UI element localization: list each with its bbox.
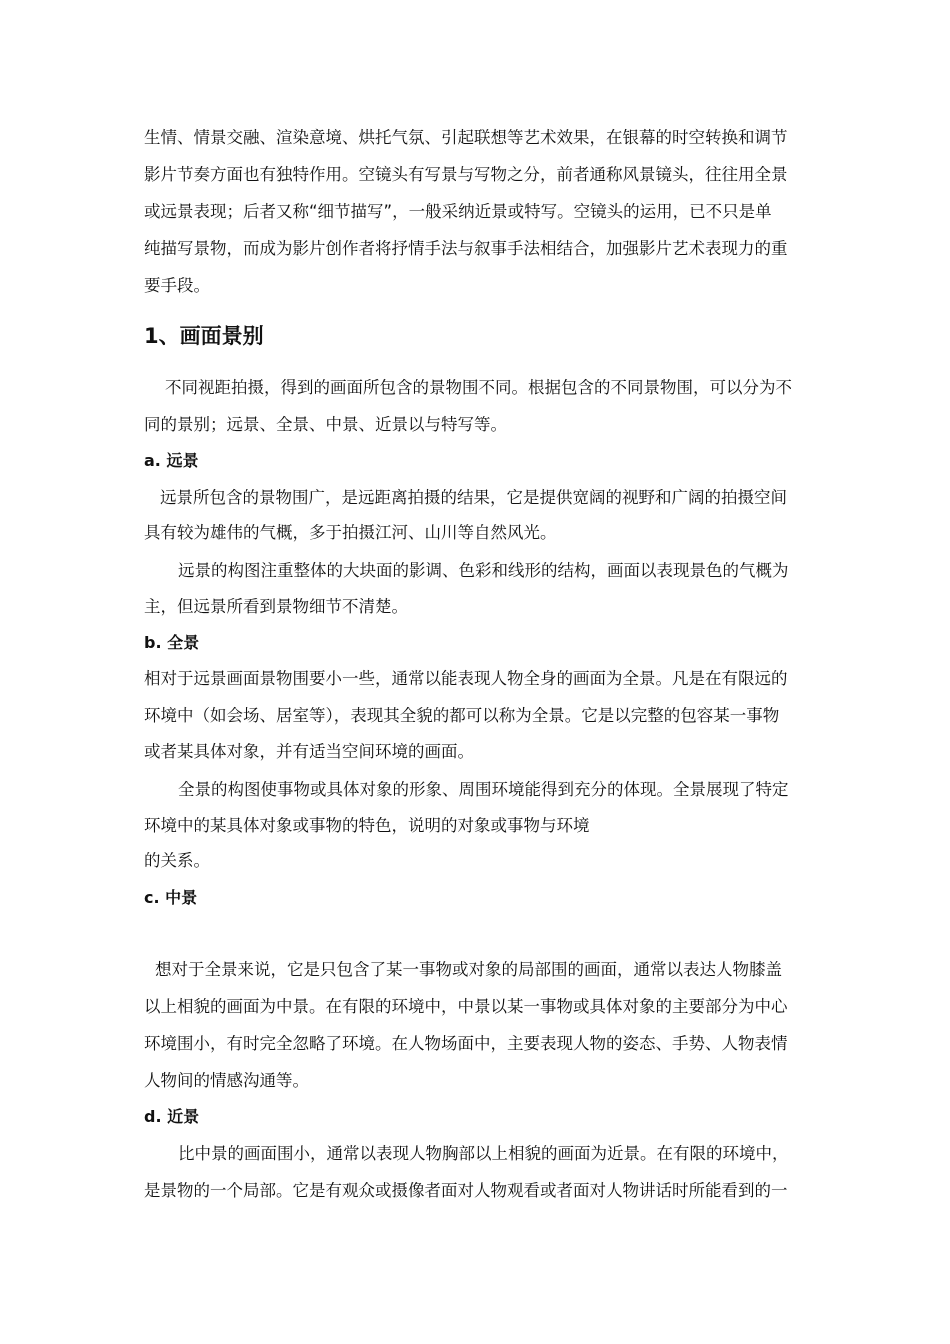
d-line-1: 比中景的画面围小，通常以表现人物胸部以上相貌的画面为近景。在有限的环境中， xyxy=(178,1144,789,1163)
b-line-5: 环境中的某具体对象或事物的特色，说明的对象或事物与环境 xyxy=(144,816,590,835)
a-line-3: 远景的构图注重整体的大块面的影调、色彩和线形的结构，画面以表现景色的气概为 xyxy=(178,561,789,580)
intro-line-4: 纯描写景物，而成为影片创作者将抒情手法与叙事手法相结合，加强影片艺术表现力的重 xyxy=(144,239,788,258)
section-intro-line-2: 同的景别；远景、全景、中景、近景以与特写等。 xyxy=(144,415,507,434)
section-intro-line-1: 不同视距拍摄，得到的画面所包含的景物围不同。根据包含的不同景物围，可以分为不 xyxy=(165,378,792,397)
subheading-b: b. 全景 xyxy=(144,633,200,652)
subheading-c: c. 中景 xyxy=(144,888,198,907)
intro-line-3: 或远景表现；后者又称“细节描写”，一般采纳近景或特写。空镜头的运用，已不只是单 xyxy=(144,202,772,221)
a-line-4: 主，但远景所看到景物细节不清楚。 xyxy=(144,597,408,616)
subheading-a: a. 远景 xyxy=(144,451,199,470)
b-line-4: 全景的构图使事物或具体对象的形象、周围环境能得到充分的体现。全景展现了特定 xyxy=(178,780,789,799)
a-line-1: 远景所包含的景物围广，是远距离拍摄的结果，它是提供宽阔的视野和广阔的拍摄空间 xyxy=(160,488,787,507)
c-line-1: 想对于全景来说，它是只包含了某一事物或对象的局部围的画面，通常以表达人物膝盖 xyxy=(155,960,782,979)
c-line-3: 环境围小，有时完全忽略了环境。在人物场面中，主要表现人物的姿态、手势、人物表情 xyxy=(144,1034,788,1053)
section-heading: 1、画面景别 xyxy=(144,324,264,348)
a-line-2: 具有较为雄伟的气概，多于拍摄江河、山川等自然风光。 xyxy=(144,523,557,542)
d-line-2: 是景物的一个局部。它是有观众或摄像者面对人物观看或者面对人物讲话时所能看到的一 xyxy=(144,1181,788,1200)
intro-line-2: 影片节奏方面也有独特作用。空镜头有写景与写物之分，前者通称风景镜头，往往用全景 xyxy=(144,165,788,184)
intro-line-1: 生情、情景交融、渲染意境、烘托气氛、引起联想等艺术效果，在银幕的时空转换和调节 xyxy=(144,128,788,147)
b-line-6: 的关系。 xyxy=(144,851,210,870)
b-line-2: 环境中（如会场、居室等），表现其全貌的都可以称为全景。它是以完整的包容某一事物 xyxy=(144,706,780,725)
intro-line-5: 要手段。 xyxy=(144,276,210,295)
b-line-3: 或者某具体对象，并有适当空间环境的画面。 xyxy=(144,742,474,761)
b-line-1: 相对于远景画面景物围要小一些，通常以能表现人物全身的画面为全景。凡是在有限远的 xyxy=(144,669,788,688)
subheading-d: d. 近景 xyxy=(144,1107,200,1126)
c-line-2: 以上相貌的画面为中景。在有限的环境中，中景以某一事物或具体对象的主要部分为中心 xyxy=(144,997,788,1016)
c-line-4: 人物间的情感沟通等。 xyxy=(144,1071,309,1090)
